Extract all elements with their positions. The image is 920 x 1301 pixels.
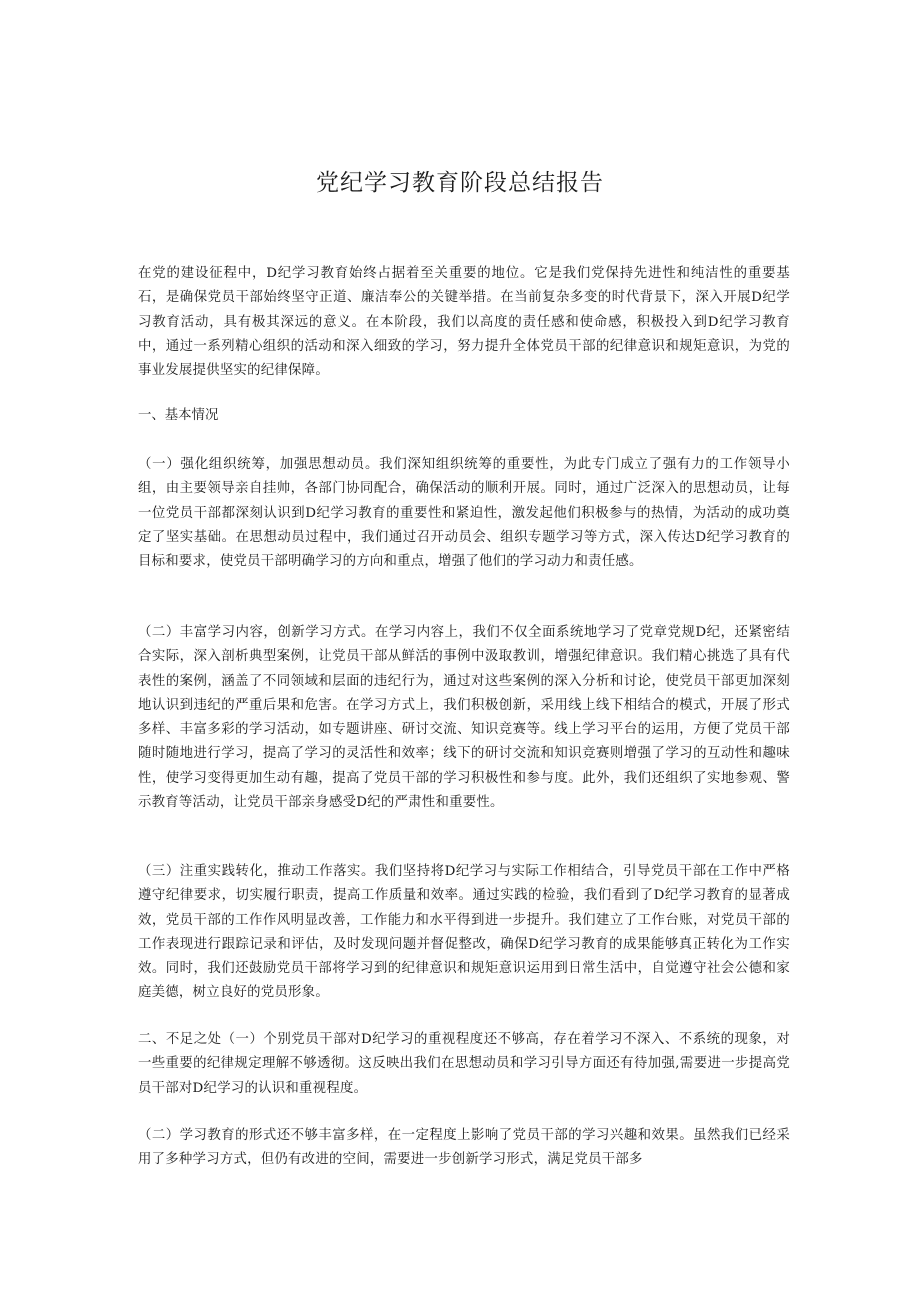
section1-heading: 一、基本情况 xyxy=(138,408,219,423)
intro-paragraph: 在党的建设征程中，D纪学习教育始终占据着至关重要的地位。它是我们党保持先进性和纯洁性的重要基石，是确保党员干部始终坚守正道、廉洁奉公的关键举措。在当前复杂多变的时代背景下，深入开展D纪学习教育活动，具有极其深远的意义。在本阶段，我们以高度的责任感和使命感，积极投入到D纪学习教育中，通过一系列精心组织的活动和深入细致的学习，努力提升全体党员干部的纪律意识和规矩意识，为党的事业发展提供坚实的纪律保障。 xyxy=(138,266,790,379)
section2-paragraph-2: （二）学习教育的形式还不够丰富多样，在一定程度上影响了党员干部的学习兴趣和效果。虽然我们已经采用了多种学习方式，但仍有改进的空间，需要进一步创新学习形式，满足党员干部多 xyxy=(138,1128,790,1168)
section1-paragraph-1: （一）强化组织统筹，加强思想动员。我们深知组织统筹的重要性，为此专门成立了强有力的工作领导小组，由主要领导亲自挂帅，各部门协同配合，确保活动的顺利开展。同时，通过广泛深入的思想动员，让每一位党员干部都深刻认识到D纪学习教育的重要性和紧迫性，激发起他们积极参与的热情，为活动的成功奠定了坚实基础。在思想动员过程中，我们通过召开动员会、组织专题学习等方式，深入传达D纪学习教育的目标和要求，使党员干部明确学习的方向和重点，增强了他们的学习动力和责任感。 xyxy=(138,457,790,570)
section2-paragraph-1: 二、不足之处（一）个别党员干部对D纪学习的重视程度还不够高，存在着学习不深入、不系统的现象，对一些重要的纪律规定理解不够透彻。这反映出我们在思想动员和学习引导方面还有待加强,需要进一步提高党员干部对D纪学习的认识和重视程度。 xyxy=(138,1032,790,1096)
document-title: 党纪学习教育阶段总结报告 xyxy=(316,170,604,196)
section1-paragraph-2: （二）丰富学习内容，创新学习方式。在学习内容上，我们不仅全面系统地学习了党章党规D纪，还紧密结合实际，深入剖析典型案例，让党员干部从鲜活的事例中汲取教训，增强纪律意识。我们精心挑选了具有代表性的案例，涵盖了不同领域和层面的违纪行为，通过对这些案例的深入分析和讨论，使党员干部更加深刻地认识到违纪的严重后果和危害。在学习方式上，我们积极创新，采用线上线下相结合的模式，开展了形式多样、丰富多彩的学习活动，如专题讲座、研讨交流、知识竞赛等。线上学习平台的运用，方便了党员干部随时随地进行学习，提高了学习的灵活性和效率；线下的研讨交流和知识竞赛则增强了学习的互动性和趣味性，使学习变得更加生动有趣，提高了党员干部的学习积极性和参与度。此外，我们还组织了实地参观、警示教育等活动，让党员干部亲身感受D纪的严肃性和重要性。 xyxy=(138,625,790,811)
section1-paragraph-3: （三）注重实践转化，推动工作落实。我们坚持将D纪学习与实际工作相结合，引导党员干部在工作中严格遵守纪律要求，切实履行职责，提高工作质量和效率。通过实践的检验，我们看到了D纪学习教育的显著成效，党员干部的工作作风明显改善，工作能力和水平得到进一步提升。我们建立了工作台账，对党员干部的工作表现进行跟踪记录和评估，及时发现问题并督促整改，确保D纪学习教育的成果能够真正转化为工作实效。同时，我们还鼓励党员干部将学习到的纪律意识和规矩意识运用到日常生活中，自觉遵守社会公德和家庭美德，树立良好的党员形象。 xyxy=(138,864,790,1001)
